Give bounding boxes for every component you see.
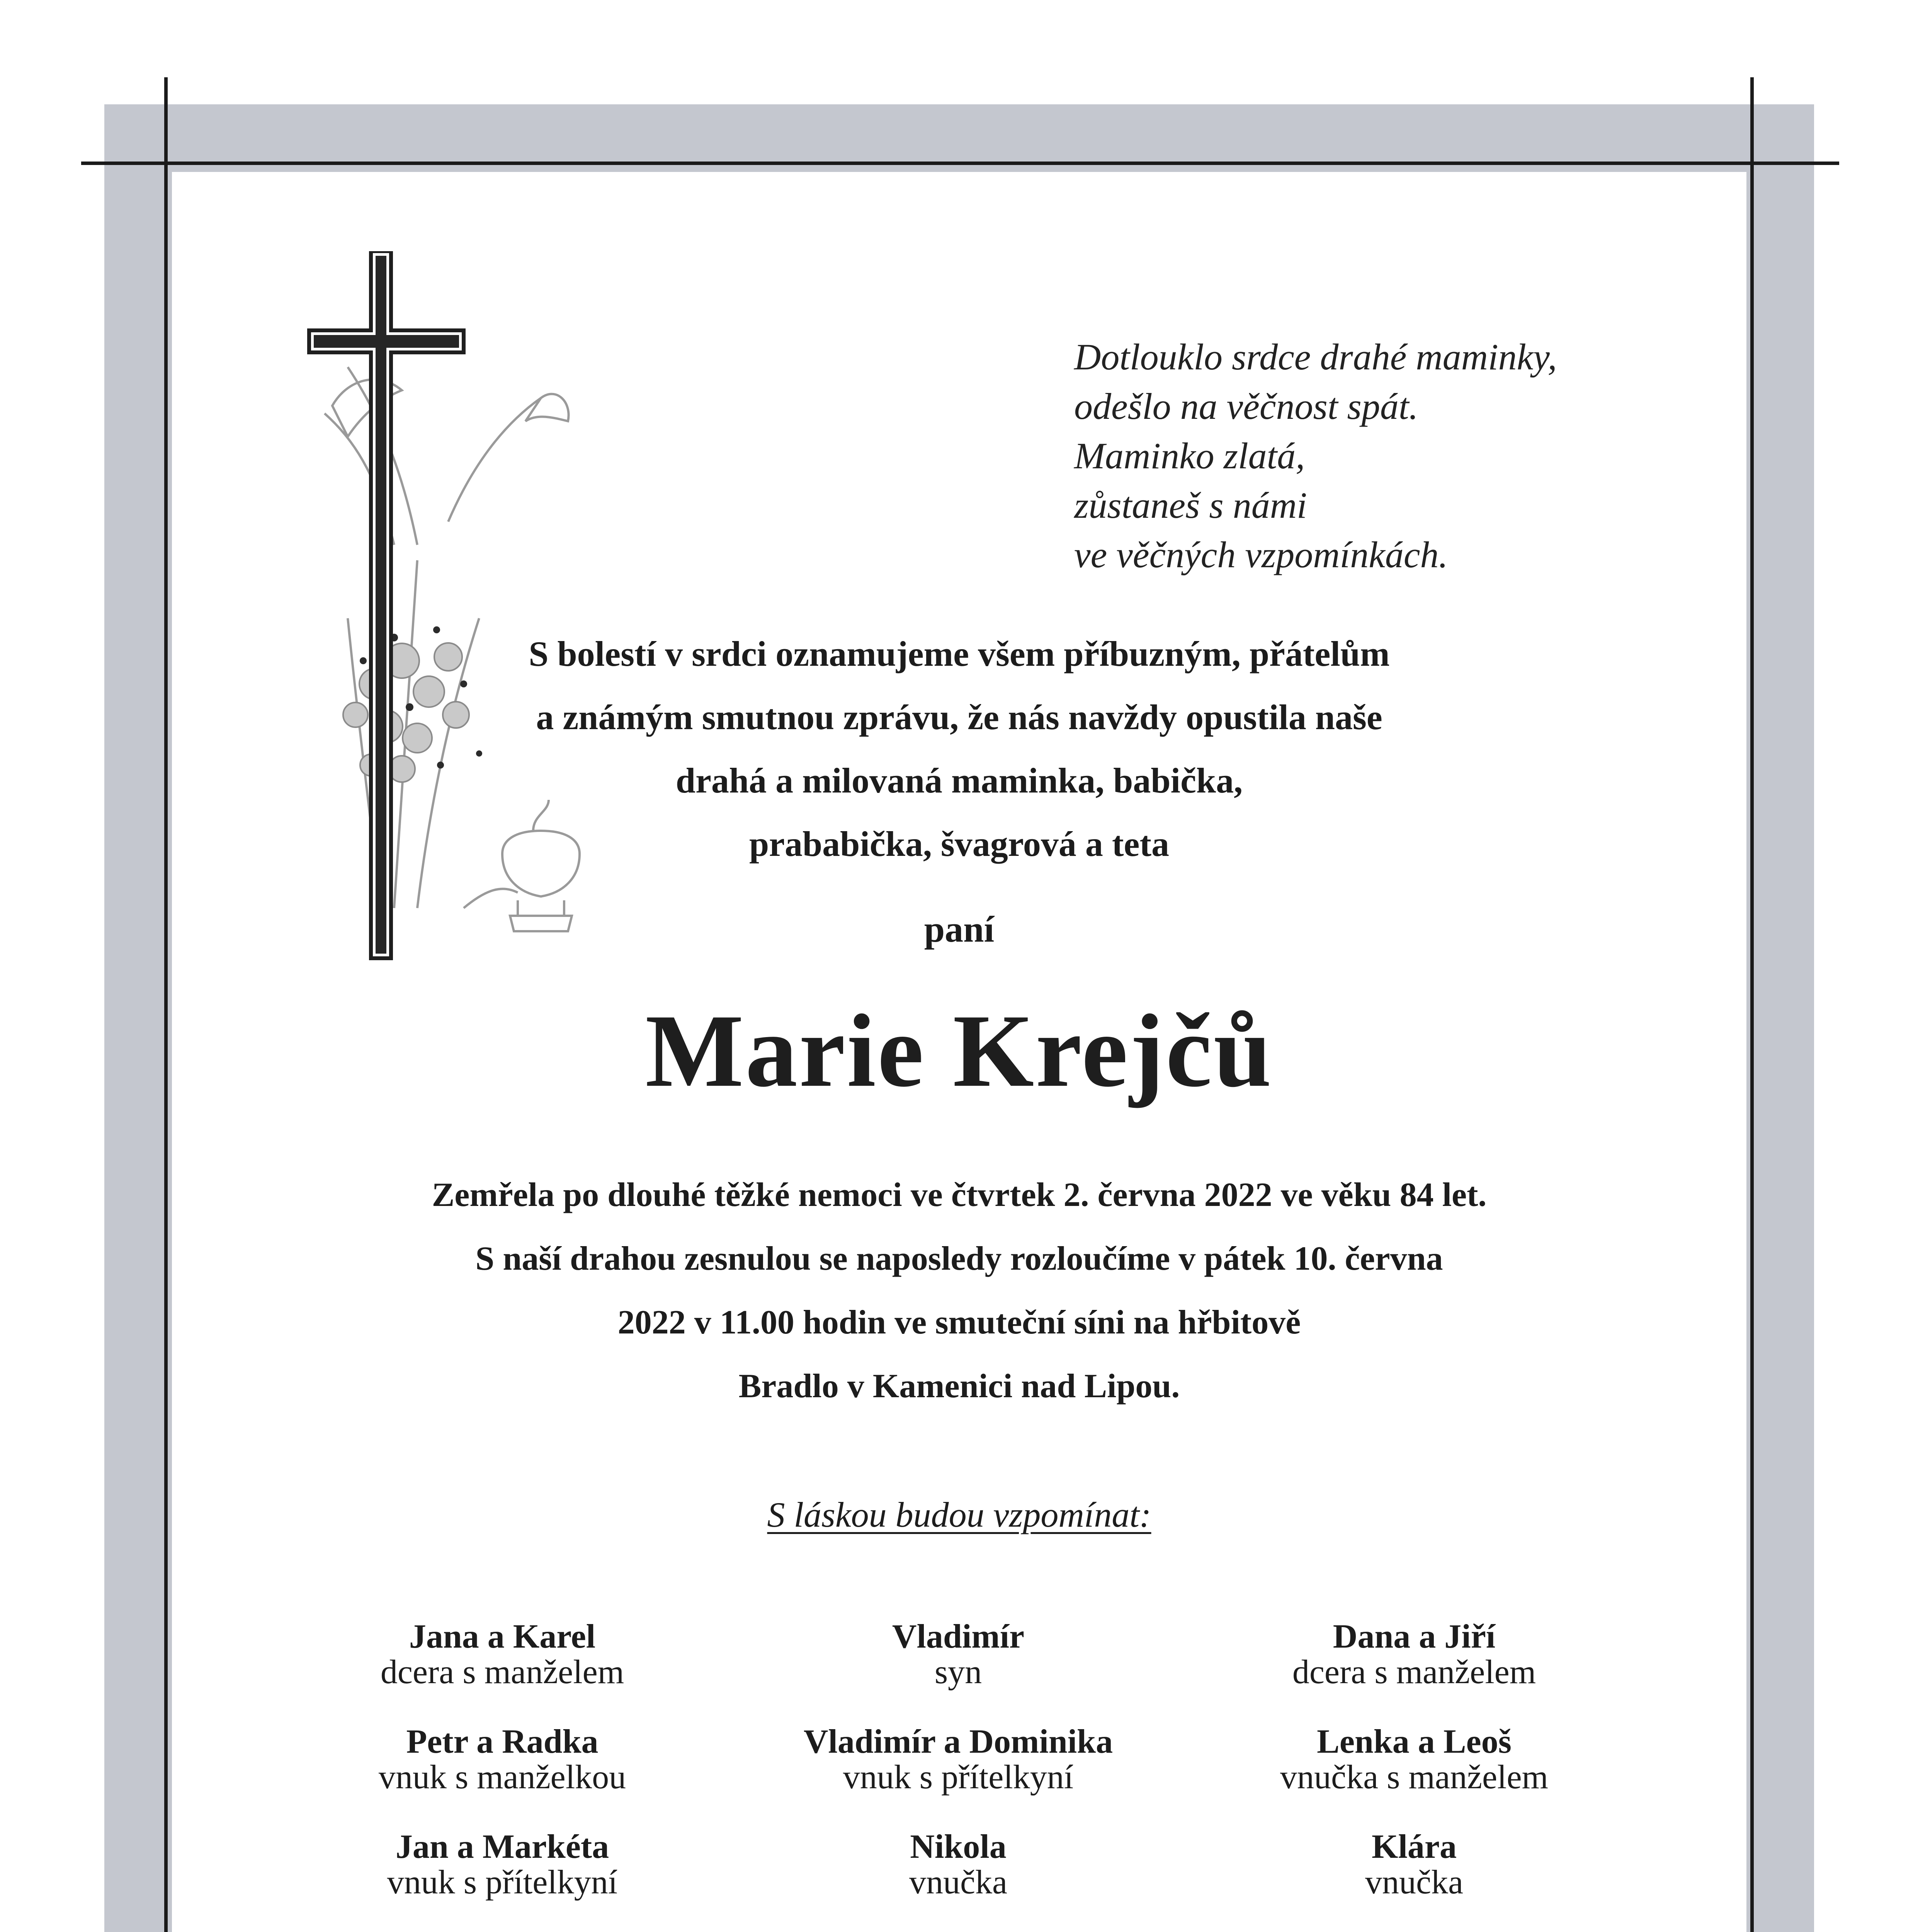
mourner-relation: vnučka [909,1864,1008,1901]
details-line: Zemřela po dlouhé těžké nemoci ve čtvrtek 2. června 2022 ve věku 84 let. [432,1176,1487,1214]
memory-heading [172,1492,1746,1538]
top-rule [81,162,1839,165]
mourner-relation: vnučka [1365,1864,1464,1901]
mourner-relation: vnuk s přítelkyní [843,1759,1074,1796]
mourner-relation: dcera s manželem [380,1653,624,1691]
announcement-line: prababička, švagrová a teta [749,824,1169,864]
details-line: 2022 v 11.00 hodin ve smuteční síni na hřbitově [617,1304,1301,1341]
announcement-line: a známým smutnou zprávu, že nás navždy opustila naše [536,697,1382,737]
poem-line: Dotlouklo srdce drahé maminky, [1074,336,1557,378]
mourner-name: Nikola [910,1828,1007,1866]
mourner-name: Vladimír [892,1618,1025,1655]
mourner [1182,1829,1646,1900]
mourner [270,1619,734,1690]
announcement-line: S bolestí v srdci oznamujeme všem příbuzným, přátelům [529,634,1390,673]
details-line: S naší drahou zesnulou se naposledy rozloučíme v pátek 10. června [475,1240,1443,1277]
mourner [1182,1724,1646,1795]
mourner-name: Dana a Jiří [1333,1618,1496,1655]
mourner-relation: dcera s manželem [1292,1653,1536,1691]
poem-line: zůstaneš s námi [1074,485,1307,526]
mourner-name: Petr a Radka [406,1723,599,1760]
poem-line: ve věčných vzpomínkách. [1074,534,1448,575]
mourner-name: Jana a Karel [409,1618,596,1655]
mourner [726,1619,1190,1690]
poem-line: odešlo na věčnost spát. [1074,386,1418,427]
mourner-relation: vnuk s přítelkyní [387,1864,618,1901]
poem [1074,332,1654,580]
details-line: Bradlo v Kamenici nad Lipou. [738,1367,1180,1405]
right-rule [1750,77,1754,1932]
poem-line: Maminko zlatá, [1074,435,1305,476]
mourner-relation: vnuk s manželkou [378,1759,626,1796]
mourner [726,1829,1190,1900]
mourner-name: Vladimír a Dominika [803,1723,1113,1760]
deceased-name: Marie Krejčů [645,993,1273,1109]
left-rule [164,77,168,1932]
mourner-name: Klára [1372,1828,1457,1866]
mourner-relation: syn [934,1653,982,1691]
mourner-relation: vnučka s manželem [1280,1759,1548,1796]
mourner-name: Jan a Markéta [395,1828,609,1866]
memory-heading-text: S láskou budou vzpomínat: [767,1495,1151,1534]
mourner [726,1724,1190,1795]
title-prefix: paní [924,908,995,950]
mourner [270,1724,734,1795]
mourner [270,1829,734,1900]
funeral-details [172,1163,1746,1418]
mourner-name: Lenka a Leoš [1317,1723,1512,1760]
announcement-line: drahá a milovaná maminka, babička, [675,761,1243,800]
mourner [1182,1619,1646,1690]
announcement [172,622,1746,876]
